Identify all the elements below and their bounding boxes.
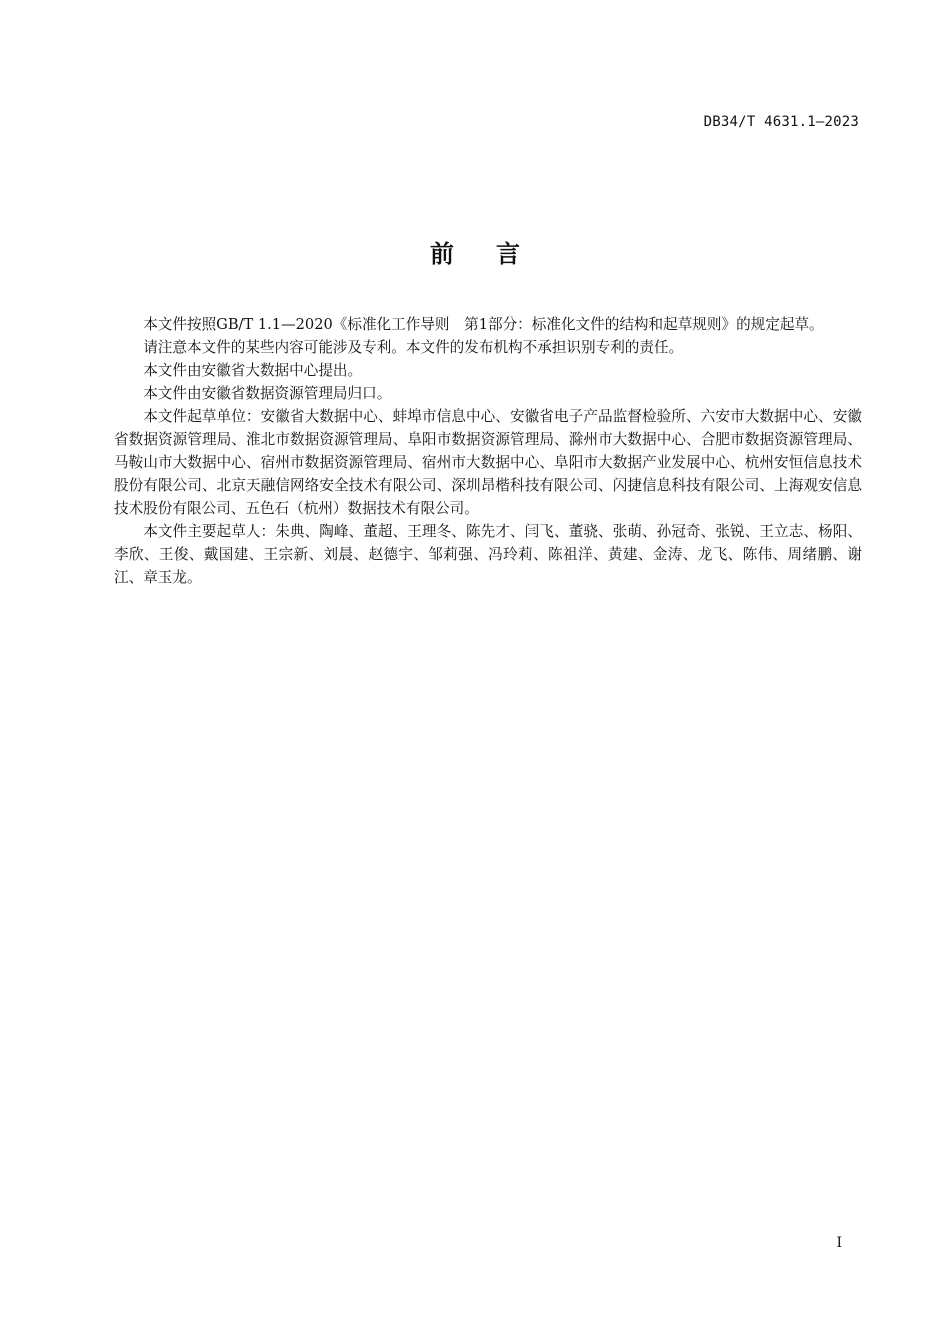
document-id: DB34/T 4631.1—2023 xyxy=(703,114,859,130)
paragraph-administrator: 本文件由安徽省数据资源管理局归口。 xyxy=(143,385,392,402)
paragraph-drafting-units: 本文件起草单位：安徽省大数据中心、蚌埠市信息中心、安徽省电子产品监督检验所、六安市大数据中心、安徽省数据资源管理局、淮北市数据资源管理局、阜阳市数据资源管理局、滁州市大数据中心、合肥市数据资源管理局、马鞍山市大数据中心、宿州市数据资源管理局、宿州市大数据中心、阜阳市大数据产业发展中心、杭州安恒信息技术股份有限公司、北京天融信网络安全技术有限公司、深圳昂楷科技有限公司、闪捷信息科技有限公司、上海观安信息技术股份有限公司、五色石（杭州）数据技术有限公司。 xyxy=(114,408,862,517)
paragraph-patent-notice: 请注意本文件的某些内容可能涉及专利。本文件的发布机构不承担识别专利的责任。 xyxy=(143,339,684,356)
page-number: I xyxy=(836,1235,842,1251)
page-title: 前言 xyxy=(430,240,562,268)
paragraph-drafting-rules: 本文件按照GB/T 1.1—2020《标准化工作导则 第1部分：标准化文件的结构和起草规则》的规定起草。 xyxy=(143,316,824,333)
paragraph-drafters: 本文件主要起草人：朱典、陶峰、董超、王理冬、陈先才、闫飞、董骁、张萌、孙冠奇、张锐、王立志、杨阳、李欣、王俊、戴国建、王宗新、刘晨、赵德宇、邹莉强、冯玲莉、陈祖洋、黄建、金涛、龙飞、陈伟、周绪鹏、谢江、章玉龙。 xyxy=(114,523,862,586)
document-body xyxy=(114,313,862,589)
paragraph-proposer: 本文件由安徽省大数据中心提出。 xyxy=(143,362,363,379)
